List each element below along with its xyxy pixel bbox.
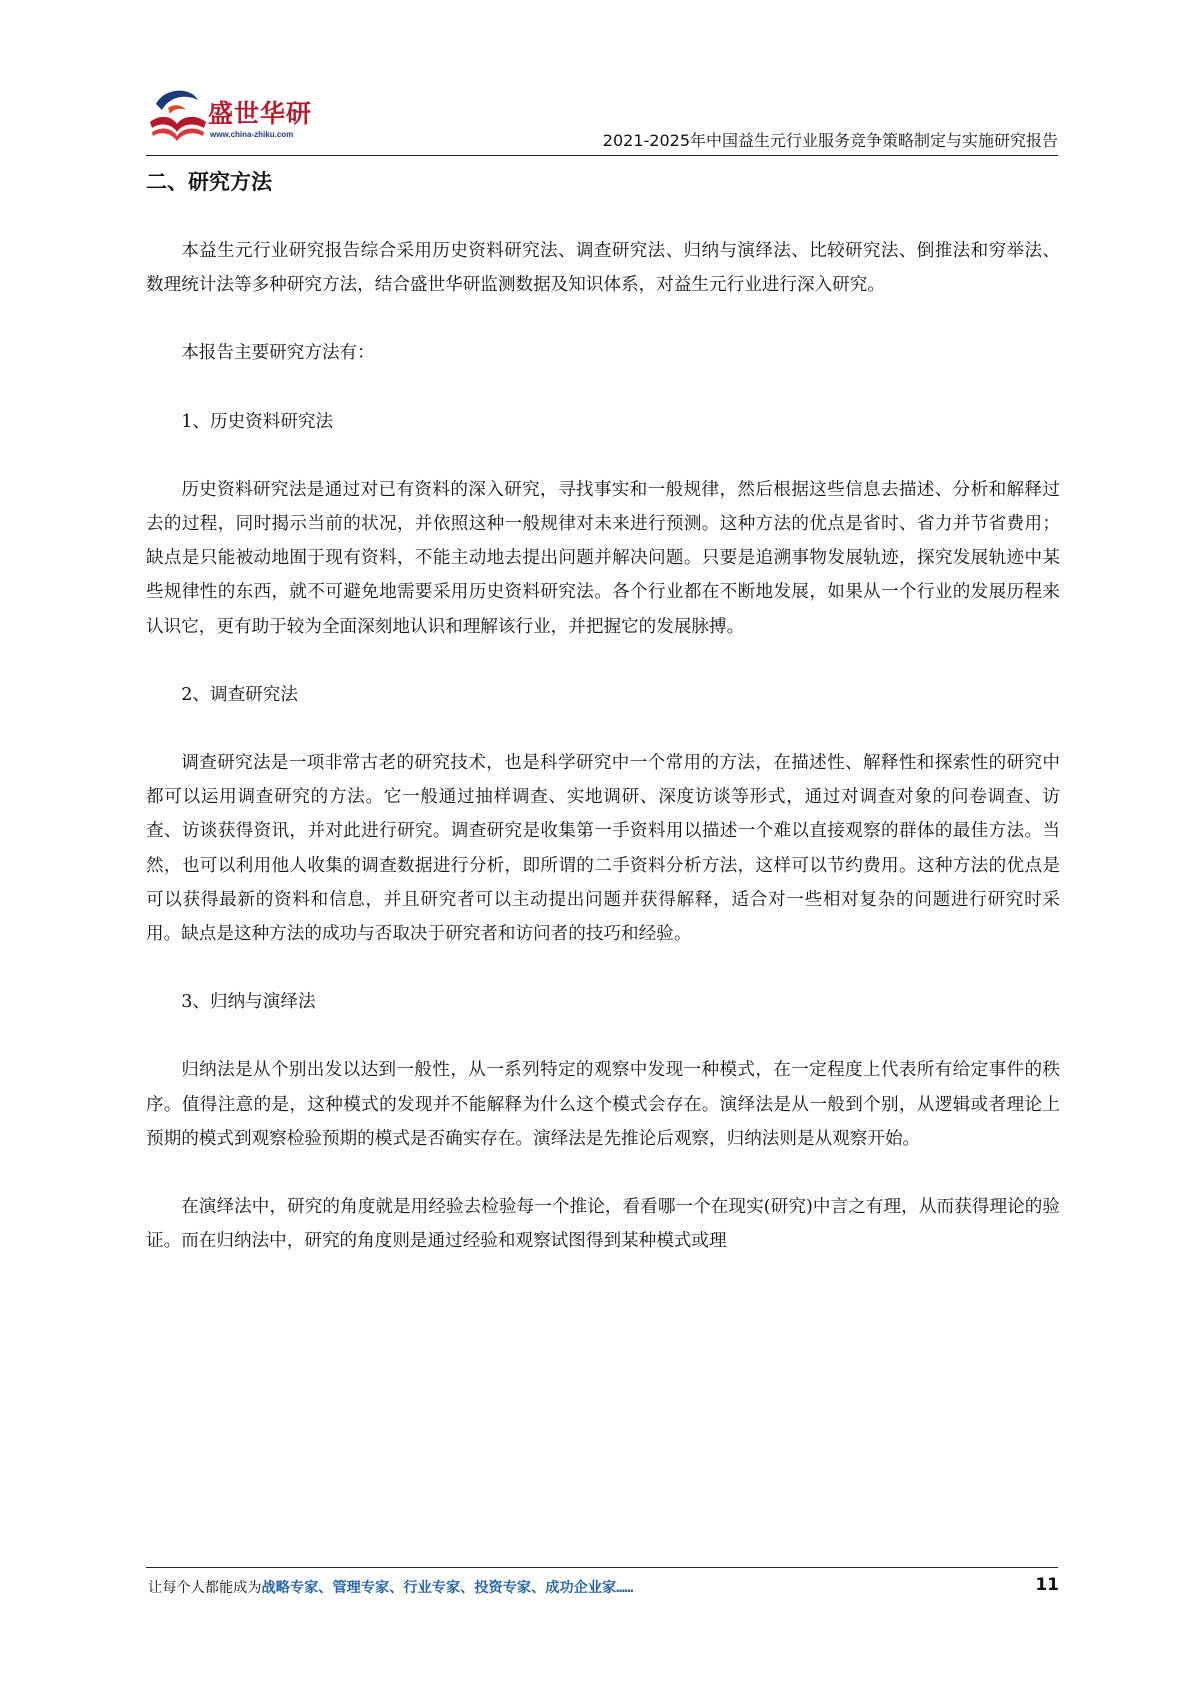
footer-slogan-prefix: 让每个人都能成为 <box>148 1580 262 1596</box>
page-number: 11 <box>1035 1575 1059 1595</box>
logo-url: www.china-zhiku.com <box>210 130 294 139</box>
footer-slogan <box>148 1577 633 1597</box>
report-title: 2021-2025年中国益生元行业服务竞争策略制定与实施研究报告 <box>602 131 1058 150</box>
footer-slogan-accent: 战略专家、管理专家、行业专家、投资专家、成功企业家…… <box>261 1580 634 1596</box>
header-divider <box>146 155 1058 156</box>
method-3-paragraph-2: 在演绎法中，研究的角度就是用经验去检验每一个推论，看看哪一个在现实(研究)中言之有理，从而获得理论的验证。而在归纳法中，研究的角度则是通过经验和观察试图得到某种模式或理 <box>146 1197 1060 1252</box>
spacer <box>146 644 1060 678</box>
spacer <box>146 302 1060 336</box>
method-3-title: 3、归纳与演绎法 <box>181 992 316 1013</box>
spacer <box>146 951 1060 985</box>
section-heading: 二、研究方法 <box>146 170 272 194</box>
spacer <box>146 1156 1060 1190</box>
spacer <box>146 371 1060 405</box>
method-2-title: 2、调查研究法 <box>181 684 298 705</box>
methods-lead: 本报告主要研究方法有： <box>181 343 375 364</box>
method-1-paragraph: 历史资料研究法是通过对已有资料的深入研究，寻找事实和一般规律，然后根据这些信息去描述、分析和解释过去的过程，同时揭示当前的状况，并依照这种一般规律对未来进行预测。这种方法的优点是省时、省力并节省费用；缺点是只能被动地囿于现有资料，不能主动地去提出问题并解决问题。只要是追溯事物发展轨迹，探究发展轨迹中某些规律性的东西，就不可避免地需要采用历史资料研究法。各个行业都在不断地发展，如果从一个行业的发展历程来认识它，更有助于较为全面深刻地认识和理解该行业，并把握它的发展脉搏。 <box>146 479 1060 637</box>
method-1-title: 1、历史资料研究法 <box>181 411 334 432</box>
footer-divider <box>146 1567 1058 1568</box>
main-content <box>146 166 1060 1258</box>
method-3-paragraph-1: 归纳法是从个别出发以达到一般性，从一系列特定的观察中发现一种模式，在一定程度上代表所有给定事件的秩序。值得注意的是，这种模式的发现并不能解释为什么这个模式会存在。演绎法是从一般到个别，从逻辑或者理论上预期的模式到观察检验预期的模式是否确实存在。演绎法是先推论后观察，归纳法则是从观察开始。 <box>146 1060 1060 1149</box>
intro-paragraph: 本益生元行业研究报告综合采用历史资料研究法、调查研究法、归纳与演绎法、比较研究法、倒推法和穷举法、数理统计法等多种研究方法，结合盛世华研监测数据及知识体系，对益生元行业进行深入研究。 <box>146 241 1060 296</box>
spacer <box>146 439 1060 473</box>
page-header <box>146 80 1058 158</box>
spacer <box>146 1019 1060 1053</box>
method-2-paragraph: 调查研究法是一项非常古老的研究技术，也是科学研究中一个常用的方法，在描述性、解释性和探索性的研究中都可以运用调查研究的方法。它一般通过抽样调查、实地调研、深度访谈等形式，通过对调查对象的问卷调查、访查、访谈获得资讯，并对此进行研究。调查研究是收集第一手资料用以描述一个难以直接观察的群体的最佳方法。当然，也可以利用他人收集的调查数据进行分析，即所谓的二手资料分析方法，这样可以节约费用。这种方法的优点是可以获得最新的资料和信息，并且研究者可以主动提出问题并获得解释，适合对一些相对复杂的问题进行研究时采用。缺点是这种方法的成功与否取决于研究者和访问者的技巧和经验。 <box>146 753 1060 945</box>
logo-name: 盛世华研 <box>208 99 313 128</box>
brand-logo <box>146 86 326 150</box>
book-logo-icon <box>146 86 208 148</box>
spacer <box>146 712 1060 746</box>
spacer <box>146 198 1060 234</box>
